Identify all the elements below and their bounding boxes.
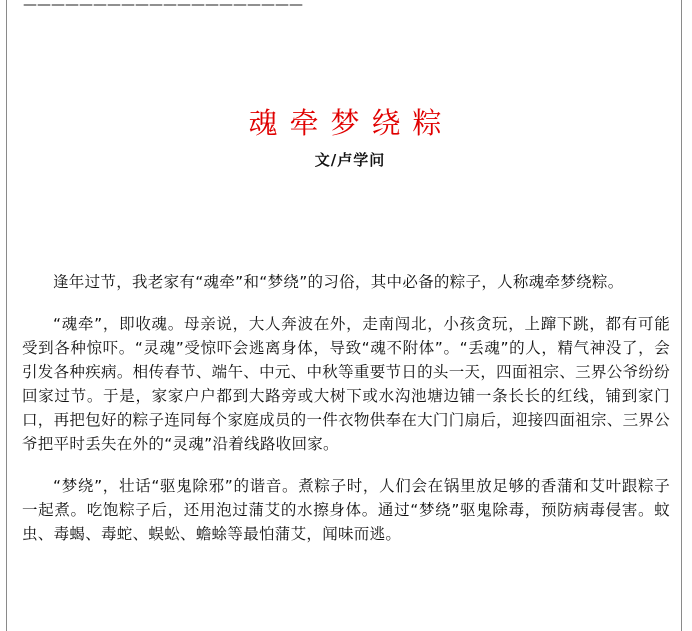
article-body xyxy=(22,270,670,564)
top-rule: ———————————————————— xyxy=(23,0,303,13)
article-title: 魂牵梦绕粽 xyxy=(248,106,454,141)
article-byline: 文/卢学问 xyxy=(314,151,386,169)
paragraph-intro: 逢年过节，我老家有“魂牵”和“梦绕”的习俗，其中必备的粽子，人称魂牵梦绕粽。 xyxy=(53,273,624,291)
paragraph-hunqian: “魂牵”，即收魂。母亲说，大人奔波在外，走南闯北，小孩贪玩，上蹿下跳，都有可能受到各种惊吓。“灵魂”受惊吓会逃离身体，导致“魂不附体”。“丢魂”的人，精气神没了，会引发各种疾病。相传春节、端午、中元、中秋等重要节日的头一天，四面祖宗、三界公爷纷纷回家过节。于是，家家户户都到大路旁或大树下或水沟池塘边铺一条长长的红线，铺到家门口，再把包好的粽子连同每个家庭成员的一件衣物供奉在大门门扇后，迎接四面祖宗、三界公爷把平时丢失在外的“灵魂”沿着线路收回家。 xyxy=(22,315,670,453)
paragraph-mengrao: “梦绕”，壮话“驱鬼除邪”的谐音。煮粽子时，人们会在锅里放足够的香蒲和艾叶跟粽子一起煮。吃饱粽子后，还用泡过蒲艾的水擦身体。通过“梦绕”驱鬼除毒，预防病毒侵害。蚊虫、毒蝎、毒蛇、蜈蚣、蟾蜍等最怕蒲艾，闻味而逃。 xyxy=(22,477,670,543)
